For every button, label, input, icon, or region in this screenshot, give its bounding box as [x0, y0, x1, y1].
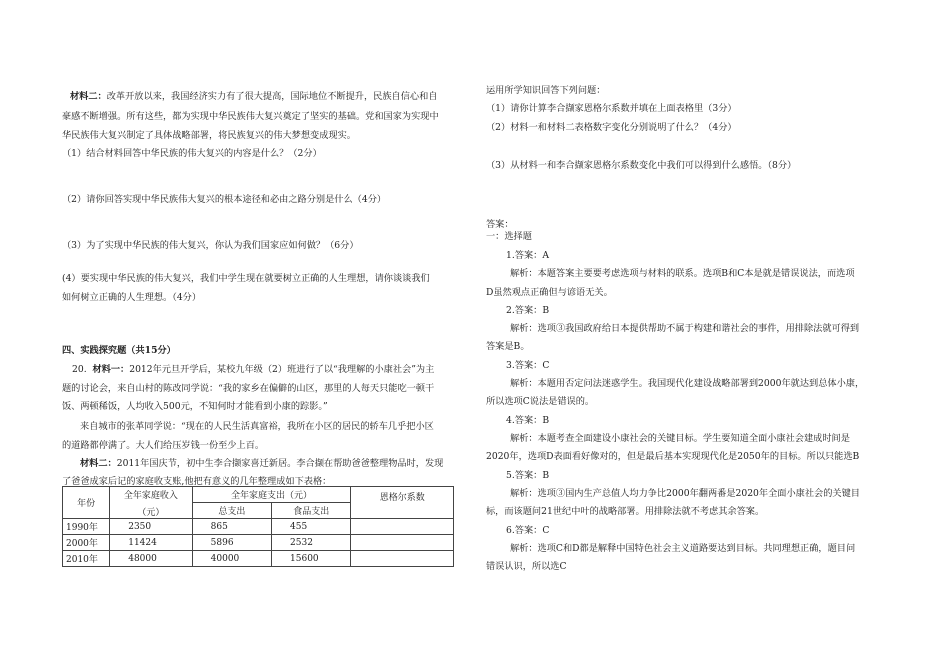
cell-engel[interactable]: [351, 551, 454, 567]
cell-year: 1990年: [63, 519, 110, 535]
question-2: （2）请你回答实现中华民族伟大复兴的根本途径和必由之路分别是什么（4分）: [62, 194, 387, 205]
table-row: [63, 519, 454, 535]
explanation-2-line-2: 答案是B。: [486, 341, 530, 352]
right-question-1: （1）请你计算李合撷家恩格尔系数并填在上面表格里（3分）: [486, 103, 737, 114]
explanation-6-line-2: 错误认识，所以选C: [486, 561, 567, 572]
right-question-2: （2）材料一和材料二表格数字变化分别说明了什么？（4分）: [486, 122, 737, 133]
question-4-line-1: (4）要实现中华民族的伟大复兴，我们中学生现在就要树立正确的人生理想，请你谈谈我们: [62, 273, 430, 284]
explanation-6-line-1: 解析：选项C和D都是解释中国特色社会主义道路要达到目标。共同理想正确，题目问: [510, 543, 856, 554]
material-two-label: 材料二：: [70, 91, 107, 102]
cell-food: 2532: [272, 535, 351, 551]
cell-year: 2010年: [63, 551, 110, 567]
cell-income: 48000: [110, 551, 192, 567]
explanation-1-line-2: D虽然观点正确但与谚语无关。: [486, 287, 613, 298]
answers-heading: 答案：: [486, 219, 514, 230]
header-expense: 全年家庭支出（元）: [192, 487, 351, 503]
q20-line-3: 饭、两顿稀饭，人均收入500元，不知何时才能看到小康的踪影。”: [62, 401, 328, 412]
cell-income: 11424: [110, 535, 192, 551]
answer-3: 3.答案：C: [506, 360, 550, 371]
cell-total: 5896: [192, 535, 271, 551]
right-question-3: （3）从材料一和李合撷家恩格尔系数变化中我们可以得到什么感悟。（8分）: [486, 160, 797, 171]
explanation-3-line-1: 解析：本题用否定问法迷惑学生。我国现代化建设战略部署到2000年就达到总体小康，: [510, 378, 865, 389]
cell-total: 40000: [192, 551, 271, 567]
material-two-line-3: 华民族伟大复兴制定了具体战略部署，将民族复兴的伟大梦想变成现实。: [62, 130, 356, 141]
cell-engel[interactable]: [351, 535, 454, 551]
cell-engel[interactable]: [351, 519, 454, 535]
header-total-expense: 总支出: [192, 503, 271, 519]
explanation-3-line-2: 所以选项C说法是错误的。: [486, 396, 595, 407]
question-4-line-2: 如何树立正确的人生理想。（4分）: [62, 292, 202, 303]
section-one-heading: 一：选择题: [486, 231, 532, 242]
material-two-b-line-2: 了爸爸成家后记的家庭收支账,他把有意义的几年整理成如下表格：: [62, 476, 332, 487]
material-two-paragraph-line: 材料二：改革开放以来，我国经济实力有了很大提高，国际地位不断提升，民族自信心和自: [70, 91, 438, 102]
q20-line-4: 来自城市的张革同学说：“现在的人民生活真富裕，我所在小区的居民的轿车几乎把小区: [80, 421, 434, 432]
explanation-4-line-1: 解析：本题考查全面建设小康社会的关键目标。学生要知道全面小康社会建成时间是: [510, 433, 850, 444]
question-1: （1）结合材料回答中华民族的伟大复兴的内容是什么？（2分）: [62, 148, 322, 159]
q20-line-5: 的道路都停满了。大人们给压岁钱一份至少上百。: [62, 440, 265, 451]
material-one-label: 材料一：: [92, 364, 130, 375]
cell-food: 15600: [272, 551, 351, 567]
answer-5: 5.答案：B: [506, 470, 550, 481]
table-row: [63, 551, 454, 567]
explanation-5-line-1: 解析：选项③国内生产总值人均力争比2000年翻两番是2020年全面小康社会的关键目: [510, 488, 860, 499]
header-engel: 恩格尔系数: [351, 487, 454, 519]
material-two-line-2: 豪感不断增强。所有这些，都为实现中华民族伟大复兴奠定了坚实的基础。党和国家为实现中: [62, 111, 439, 122]
answer-4: 4.答案：B: [506, 415, 550, 426]
cell-food: 455: [272, 519, 351, 535]
question-3: （3）为了实现中华民族的伟大复兴，你认为我们国家应如何做？（6分）: [62, 240, 359, 251]
material-two-b-label: 材料二：: [80, 458, 117, 469]
answer-1: 1.答案：A: [506, 250, 549, 261]
cell-income: 2350: [110, 519, 192, 535]
answer-2: 2.答案：B: [506, 305, 550, 316]
header-income: 全年家庭收入 （元）: [110, 487, 192, 519]
material-two-b-line-1: 材料二：2011年国庆节，初中生李合撷家喜迁新居。李合撷在帮助爸爸整理物品时，发现: [80, 458, 444, 469]
section-four-heading: 四、实践探究题（共15分）: [62, 345, 176, 356]
explanation-2-line-1: 解析：选项③我国政府给日本提供帮助不属于构建和谐社会的事件，用排除法就可得到: [510, 323, 860, 334]
answer-6: 6.答案：C: [506, 525, 550, 536]
header-year: 年份: [63, 487, 110, 519]
cell-total: 865: [192, 519, 271, 535]
q20-material-one-line-1: 20. 材料一：2012年元旦开学后，某校九年级（2）班进行了以“我理解的小康社会”为主: [72, 364, 435, 375]
household-budget-table: [62, 486, 454, 567]
header-food-expense: 食品支出: [272, 503, 351, 519]
right-intro: 运用所学知识回答下列问题：: [486, 85, 606, 96]
explanation-4-line-2: 2020年，选项D表面看好像对的，但是最后基本实现现代化是2050年的目标。所以只能选B: [486, 451, 860, 462]
q20-line-2: 题的讨论会，来自山村的陈改同学说：“我的家乡在偏僻的山区，那里的人每天只能吃一顿干: [62, 383, 435, 394]
explanation-1-line-1: 解析：本题答案主要要考虑选项与材料的联系。选项B和C本是就是错误说法，而选项: [510, 268, 855, 279]
cell-year: 2000年: [63, 535, 110, 551]
explanation-5-line-2: 标，而该题问21世纪中叶的战略部署。用排除法就不考虑其余答案。: [486, 506, 765, 517]
table-row: [63, 535, 454, 551]
